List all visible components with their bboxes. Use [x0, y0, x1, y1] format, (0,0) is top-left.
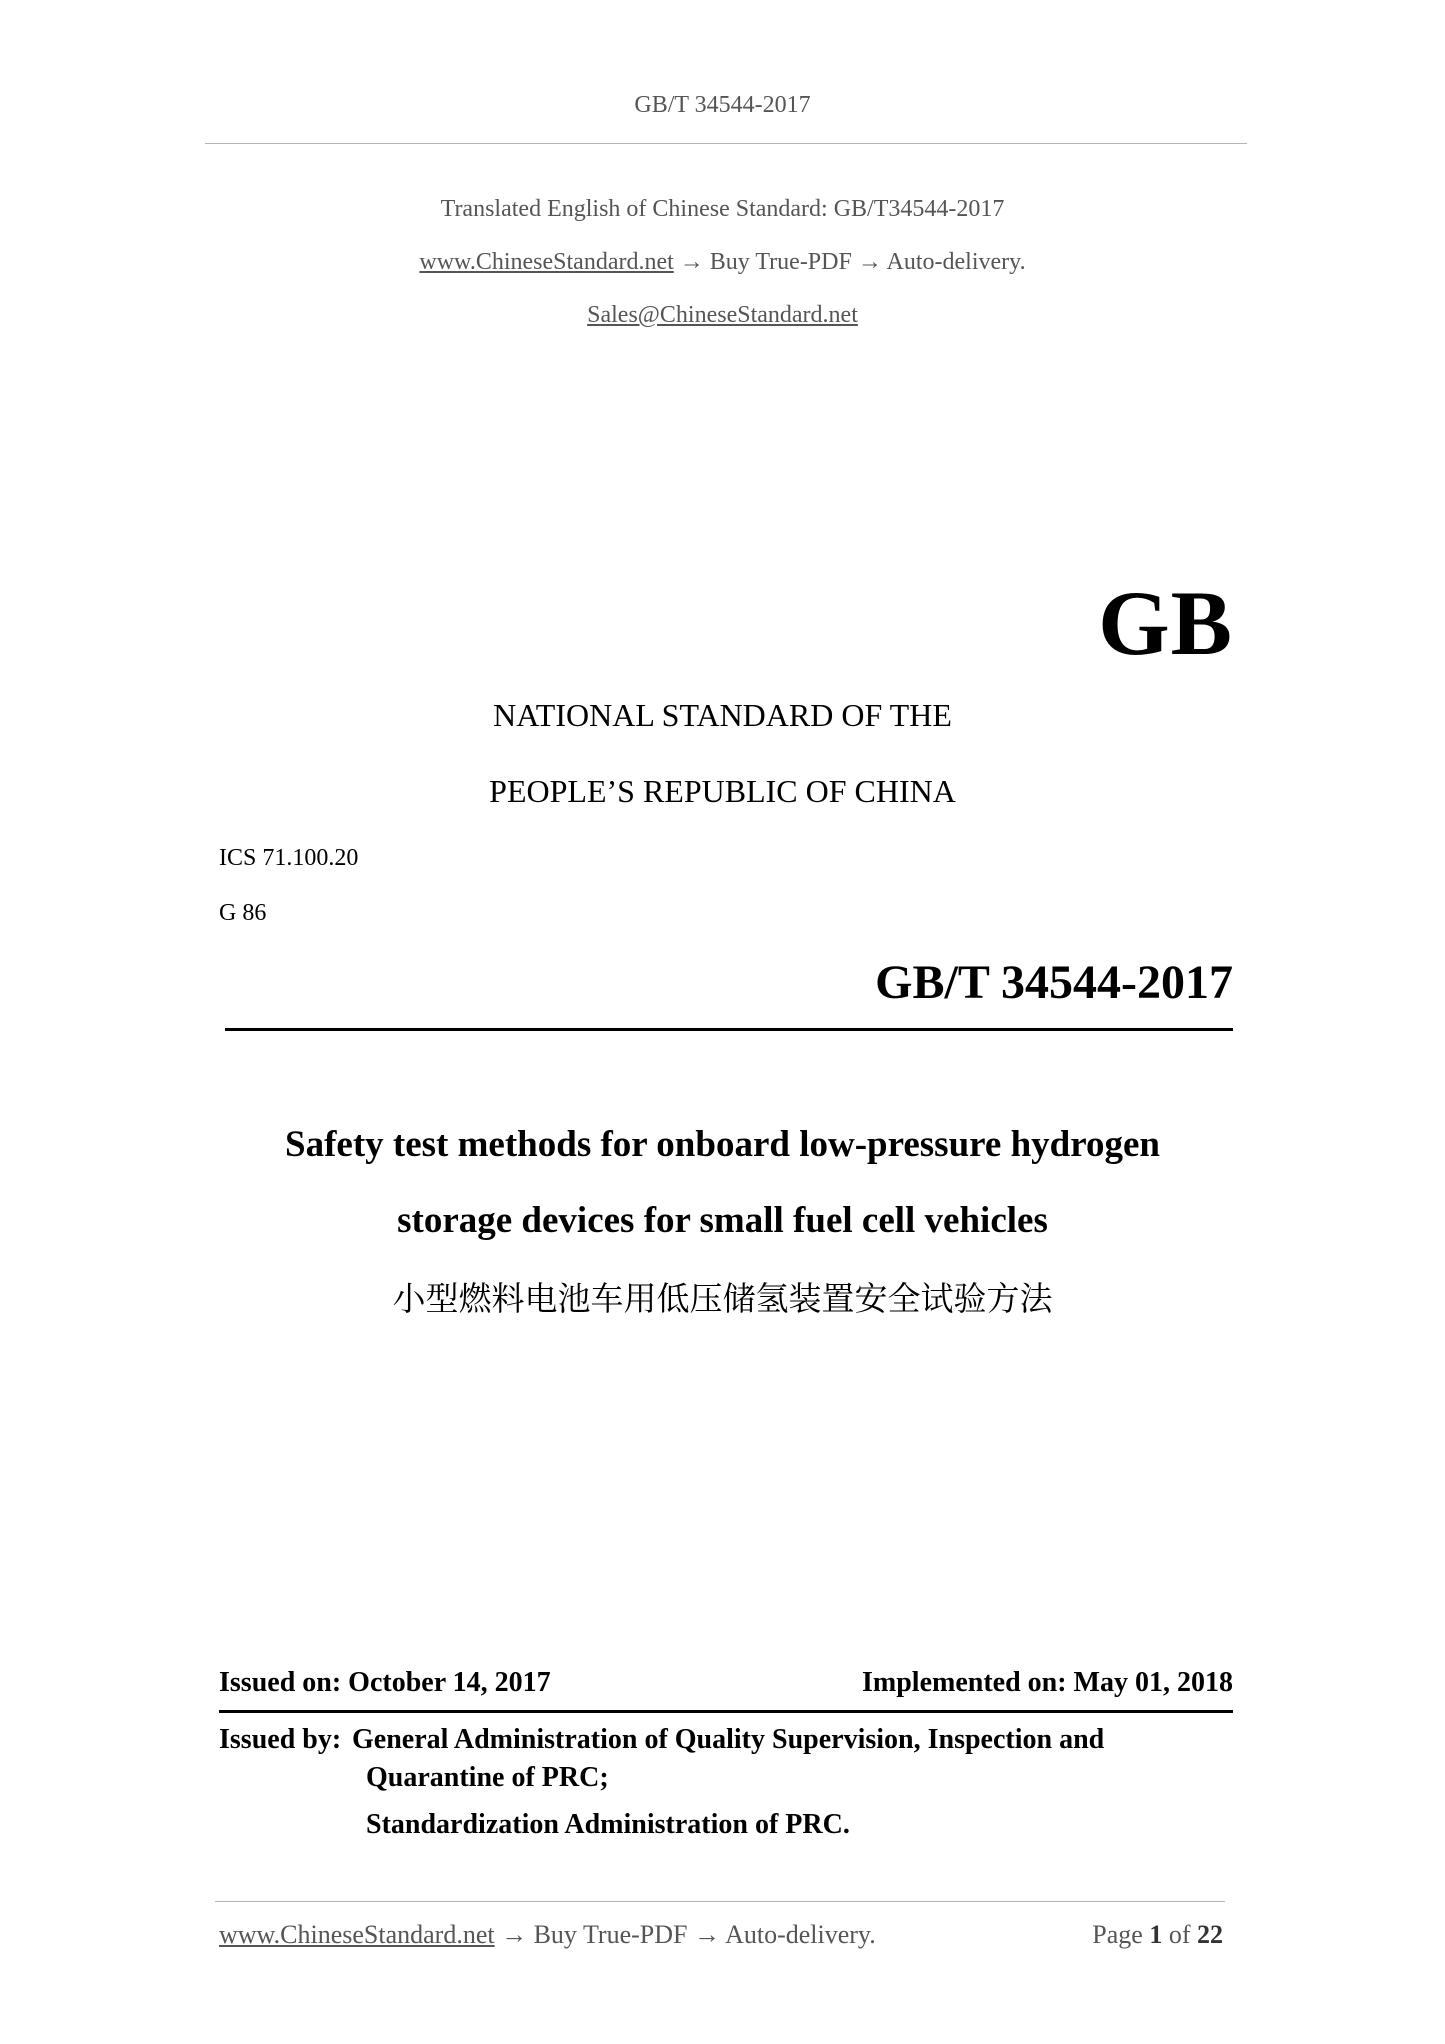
standard-number: GB/T 34544-2017 — [875, 956, 1233, 1009]
footer-buy-text: Buy True-PDF — [533, 1920, 688, 1949]
arrow-right-icon: → — [694, 1920, 720, 1949]
issuer-line-1: General Administration of Quality Supervision, Inspection and — [352, 1724, 1105, 1755]
buy-true-pdf-text: Buy True-PDF — [709, 249, 852, 275]
page-indicator — [1092, 1920, 1223, 1950]
ccs-code: G 86 — [219, 900, 267, 926]
gb-mark: GB — [1098, 572, 1233, 674]
page-word: Page — [1092, 1920, 1143, 1949]
auto-delivery-text: Auto-delivery. — [886, 249, 1026, 275]
english-title-line-1: Safety test methods for onboard low-pressure hydrogen — [285, 1124, 1160, 1165]
national-standard-line: NATIONAL STANDARD OF THE — [493, 697, 952, 733]
footer-promo — [219, 1920, 876, 1950]
issuer-line-3: Standardization Administration of PRC. — [366, 1809, 850, 1840]
issued-on-date: Issued on: October 14, 2017 — [219, 1667, 551, 1698]
issuer-line-2: Quarantine of PRC; — [366, 1762, 609, 1793]
standard-number-rule — [225, 1028, 1233, 1031]
issued-by-label: Issued by: — [219, 1724, 342, 1755]
footer-site-link[interactable]: www.ChineseStandard.net — [219, 1920, 495, 1949]
promo-email-line — [0, 302, 1445, 329]
page-total: 22 — [1197, 1920, 1223, 1949]
implemented-on-date: Implemented on: May 01, 2018 — [862, 1667, 1233, 1698]
translation-notice: Translated English of Chinese Standard: GB/T34544-2017 — [440, 196, 1005, 222]
arrow-right-icon: → — [679, 249, 704, 275]
ics-code: ICS 71.100.20 — [219, 845, 359, 871]
sales-email-link[interactable]: Sales@ChineseStandard.net — [587, 302, 858, 328]
footer-divider — [215, 1901, 1225, 1902]
republic-line: PEOPLE’S REPUBLIC OF CHINA — [489, 773, 956, 809]
header-divider — [205, 143, 1247, 144]
chinese-title: 小型燃料电池车用低压储氢装置安全试验方法 — [392, 1279, 1053, 1318]
footer-delivery-text: Auto-delivery. — [725, 1920, 876, 1949]
arrow-right-icon: → — [501, 1920, 528, 1949]
of-word: of — [1168, 1920, 1191, 1949]
dates-rule — [219, 1710, 1233, 1713]
running-header: GB/T 34544-2017 — [634, 92, 811, 118]
page-current: 1 — [1149, 1920, 1163, 1949]
promo-buy-line — [0, 249, 1445, 276]
arrow-right-icon: → — [857, 249, 882, 275]
site-link[interactable]: www.ChineseStandard.net — [419, 249, 674, 275]
english-title-line-2: storage devices for small fuel cell vehicles — [397, 1200, 1048, 1241]
